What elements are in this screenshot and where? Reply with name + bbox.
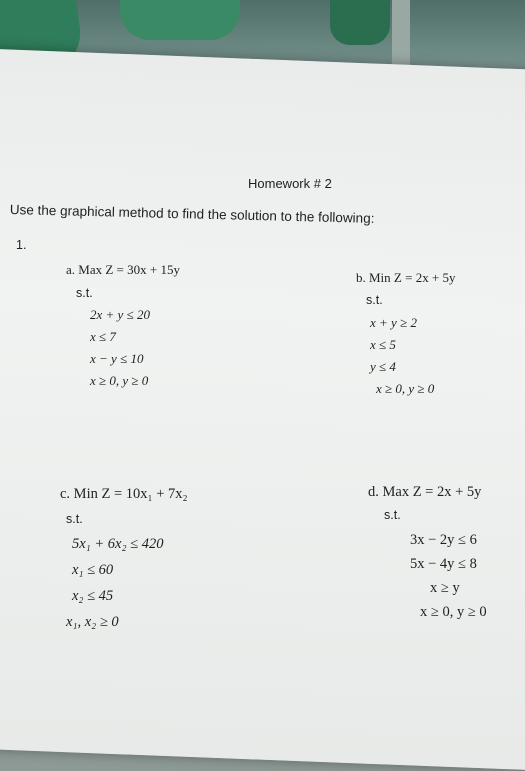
problem-b-constraint: y ≤ 4 bbox=[370, 359, 396, 374]
page-title: Homework # 2 bbox=[248, 176, 332, 191]
problem-d-st: s.t. bbox=[384, 508, 401, 522]
problem-a-constraint: x − y ≤ 10 bbox=[90, 351, 144, 366]
problem-c-constraint: x₂ ≤ 45 bbox=[72, 588, 114, 604]
problem-d-constraint: 5x − 4y ≤ 8 bbox=[410, 556, 477, 572]
problem-a-objective: a. Max Z = 30x + 15y bbox=[66, 262, 180, 277]
problem-c-constraint: 5x₁ + 6x₂ ≤ 420 bbox=[72, 536, 164, 552]
problem-d-objective: d. Max Z = 2x + 5y bbox=[368, 484, 482, 500]
problem-d-constraint: 3x − 2y ≤ 6 bbox=[410, 532, 477, 548]
problem-b-constraint: x ≤ 5 bbox=[370, 337, 396, 352]
problem-b-constraint: x ≥ 0, y ≥ 0 bbox=[376, 381, 435, 396]
problem-c-constraint: x₁, x₂ ≥ 0 bbox=[66, 614, 119, 630]
item-number: 1. bbox=[16, 238, 27, 252]
instruction-text: Use the graphical method to find the solution to the following: bbox=[9, 202, 375, 226]
problem-a-constraint: x ≤ 7 bbox=[90, 329, 116, 344]
problem-d-constraint: x ≥ 0, y ≥ 0 bbox=[420, 604, 487, 620]
problem-b-constraint: x + y ≥ 2 bbox=[370, 315, 417, 330]
problem-b-objective: b. Min Z = 2x + 5y bbox=[356, 270, 456, 285]
problem-c-st: s.t. bbox=[66, 512, 83, 526]
problem-a-st: s.t. bbox=[76, 286, 93, 300]
problem-a-constraint: 2x + y ≤ 20 bbox=[90, 307, 150, 322]
problem-c-objective: c. Min Z = 10x₁ + 7x₂ bbox=[60, 486, 188, 502]
problem-c-constraint: x₁ ≤ 60 bbox=[72, 562, 114, 578]
problem-b-st: s.t. bbox=[366, 293, 383, 307]
problem-a-constraint: x ≥ 0, y ≥ 0 bbox=[90, 373, 149, 388]
problem-d-constraint: x ≥ y bbox=[430, 580, 460, 596]
